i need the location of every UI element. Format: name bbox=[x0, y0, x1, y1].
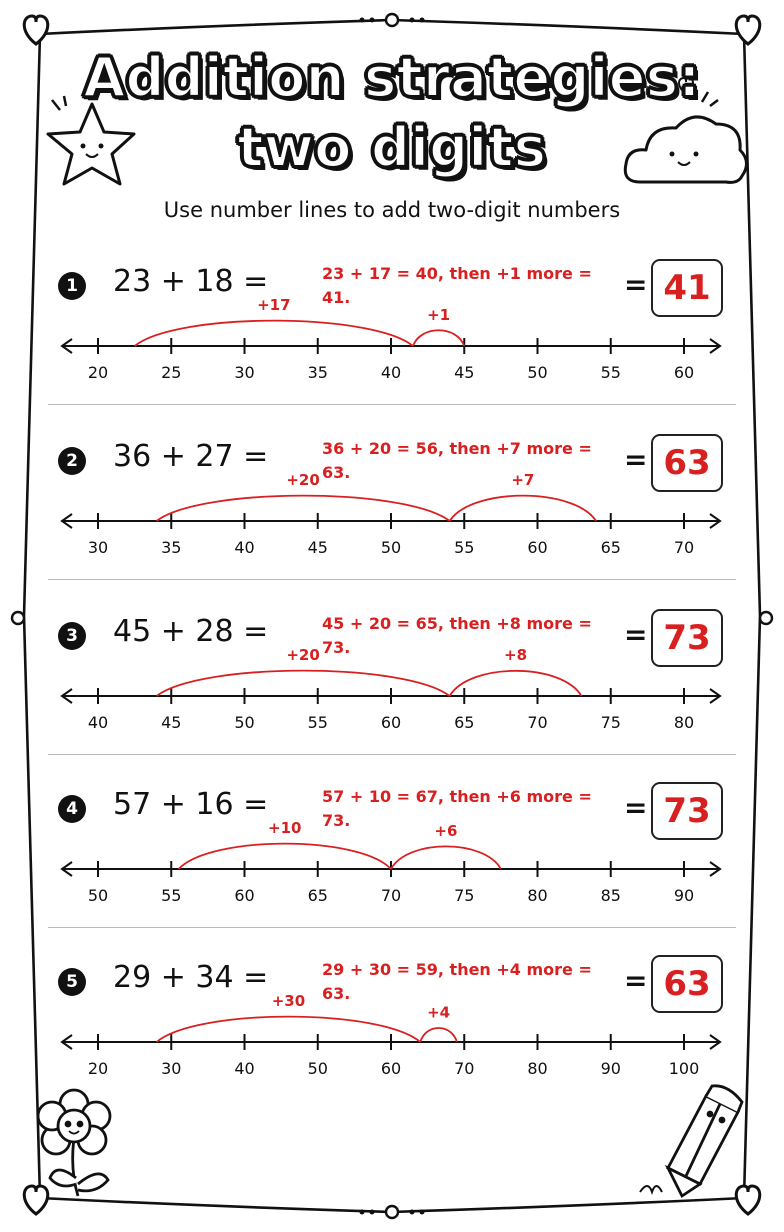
jump-label: +1 bbox=[427, 305, 451, 324]
jump-label: +17 bbox=[257, 296, 291, 314]
section-divider bbox=[48, 754, 736, 755]
answer-box[interactable]: 63 bbox=[651, 955, 723, 1013]
equals-sign: = bbox=[624, 443, 648, 476]
tick-label: 35 bbox=[307, 363, 328, 382]
tick-label: 30 bbox=[87, 538, 109, 557]
page-title-line-2: two digits bbox=[237, 116, 547, 179]
tick-label: 45 bbox=[454, 363, 475, 382]
number-line bbox=[0, 612, 784, 782]
tick-label: 60 bbox=[527, 538, 548, 557]
number-line bbox=[0, 262, 784, 432]
tick-label: 40 bbox=[380, 363, 402, 382]
jump-arc bbox=[450, 671, 582, 696]
equals-sign: = bbox=[624, 618, 648, 651]
problem-number-badge: 1 bbox=[58, 272, 86, 300]
tick-label: 45 bbox=[307, 538, 328, 557]
jump-arc bbox=[420, 1028, 457, 1042]
tick-label: 50 bbox=[527, 363, 548, 382]
tick-label: 50 bbox=[307, 1059, 328, 1078]
equals-sign: = bbox=[624, 964, 648, 997]
answer-box[interactable]: 73 bbox=[651, 609, 723, 667]
strategy-hint: 23 + 17 = 40, then +1 more = 41. bbox=[322, 264, 592, 307]
section-divider bbox=[48, 404, 736, 405]
number-line bbox=[0, 437, 784, 607]
tick-label: 60 bbox=[234, 886, 255, 905]
tick-label: 80 bbox=[527, 886, 548, 905]
tick-label: 90 bbox=[673, 886, 695, 905]
tick-label: 55 bbox=[161, 886, 182, 905]
tick-label: 70 bbox=[673, 538, 695, 557]
tick-label: 65 bbox=[600, 538, 621, 557]
section-divider bbox=[48, 579, 736, 580]
problem-row bbox=[0, 958, 784, 1128]
problem-number-badge: 4 bbox=[58, 795, 86, 823]
jump-label: +20 bbox=[286, 471, 320, 489]
tick-label: 90 bbox=[600, 1059, 621, 1078]
tick-label: 60 bbox=[380, 713, 402, 732]
problem-equation: 23 + 18 = bbox=[113, 264, 269, 299]
jump-arc bbox=[413, 330, 464, 346]
equals-sign: = bbox=[624, 268, 648, 301]
tick-label: 20 bbox=[87, 1059, 109, 1078]
tick-label: 30 bbox=[161, 1059, 182, 1078]
section-divider bbox=[48, 927, 736, 928]
jump-label: +20 bbox=[286, 646, 320, 664]
tick-label: 60 bbox=[380, 1059, 402, 1078]
tick-label: 65 bbox=[307, 886, 328, 905]
page-subtitle: Use number lines to add two-digit numbers bbox=[163, 198, 621, 222]
strategy-hint: 57 + 10 = 67, then +6 more = 73. bbox=[322, 787, 592, 830]
tick-label: 20 bbox=[87, 363, 109, 382]
jump-label: +30 bbox=[271, 992, 306, 1010]
problem-equation: 45 + 28 = bbox=[113, 614, 269, 649]
answer-box[interactable]: 41 bbox=[651, 259, 723, 317]
strategy-hint: 45 + 20 = 65, then +8 more = 73. bbox=[322, 614, 592, 657]
jump-arc bbox=[135, 321, 413, 346]
tick-label: 55 bbox=[454, 538, 475, 557]
strategy-hint: 36 + 20 = 56, then +7 more = 63. bbox=[322, 439, 592, 482]
answer-box[interactable]: 63 bbox=[651, 434, 723, 492]
tick-label: 65 bbox=[454, 713, 475, 732]
problem-number-badge: 3 bbox=[58, 622, 86, 650]
problem-row bbox=[0, 612, 784, 782]
jump-label: +6 bbox=[434, 821, 458, 840]
jump-label: +10 bbox=[268, 819, 302, 837]
tick-label: 80 bbox=[673, 713, 695, 732]
tick-label: 50 bbox=[234, 713, 255, 732]
jump-arc bbox=[157, 671, 450, 696]
tick-label: 30 bbox=[234, 363, 255, 382]
number-line bbox=[0, 785, 784, 955]
jump-label: +4 bbox=[427, 1003, 451, 1022]
problem-equation: 57 + 16 = bbox=[113, 787, 269, 822]
jump-arc bbox=[391, 846, 501, 869]
tick-label: 25 bbox=[161, 363, 182, 382]
tick-label: 75 bbox=[600, 713, 621, 732]
equals-sign: = bbox=[624, 791, 648, 824]
tick-label: 35 bbox=[161, 538, 182, 557]
number-line bbox=[0, 958, 784, 1128]
strategy-hint: 29 + 30 = 59, then +4 more = 63. bbox=[322, 960, 592, 1003]
tick-label: 100 bbox=[668, 1059, 700, 1078]
tick-label: 60 bbox=[673, 363, 695, 382]
tick-label: 70 bbox=[527, 713, 548, 732]
jump-arc bbox=[157, 496, 450, 521]
jump-label: +8 bbox=[504, 646, 528, 665]
tick-label: 75 bbox=[454, 886, 475, 905]
tick-label: 40 bbox=[87, 713, 109, 732]
tick-label: 40 bbox=[234, 538, 255, 557]
jump-arc bbox=[179, 844, 391, 869]
problem-number-badge: 5 bbox=[58, 968, 86, 996]
problem-row bbox=[0, 262, 784, 432]
tick-label: 85 bbox=[600, 886, 621, 905]
page-title: Addition strategies: bbox=[83, 46, 701, 109]
jump-arc bbox=[450, 496, 596, 521]
jump-label: +7 bbox=[511, 471, 535, 489]
tick-label: 50 bbox=[87, 886, 109, 905]
problem-row bbox=[0, 785, 784, 955]
tick-label: 80 bbox=[527, 1059, 548, 1078]
tick-label: 70 bbox=[454, 1059, 475, 1078]
problem-row bbox=[0, 437, 784, 607]
tick-label: 55 bbox=[600, 363, 621, 382]
problem-number-badge: 2 bbox=[58, 447, 86, 475]
jump-arc bbox=[157, 1017, 421, 1042]
tick-label: 45 bbox=[161, 713, 182, 732]
tick-label: 55 bbox=[307, 713, 328, 732]
problem-equation: 36 + 27 = bbox=[113, 439, 269, 474]
tick-label: 70 bbox=[380, 886, 402, 905]
problem-equation: 29 + 34 = bbox=[113, 960, 269, 995]
answer-box[interactable]: 73 bbox=[651, 782, 723, 840]
tick-label: 40 bbox=[234, 1059, 255, 1078]
tick-label: 50 bbox=[380, 538, 402, 557]
